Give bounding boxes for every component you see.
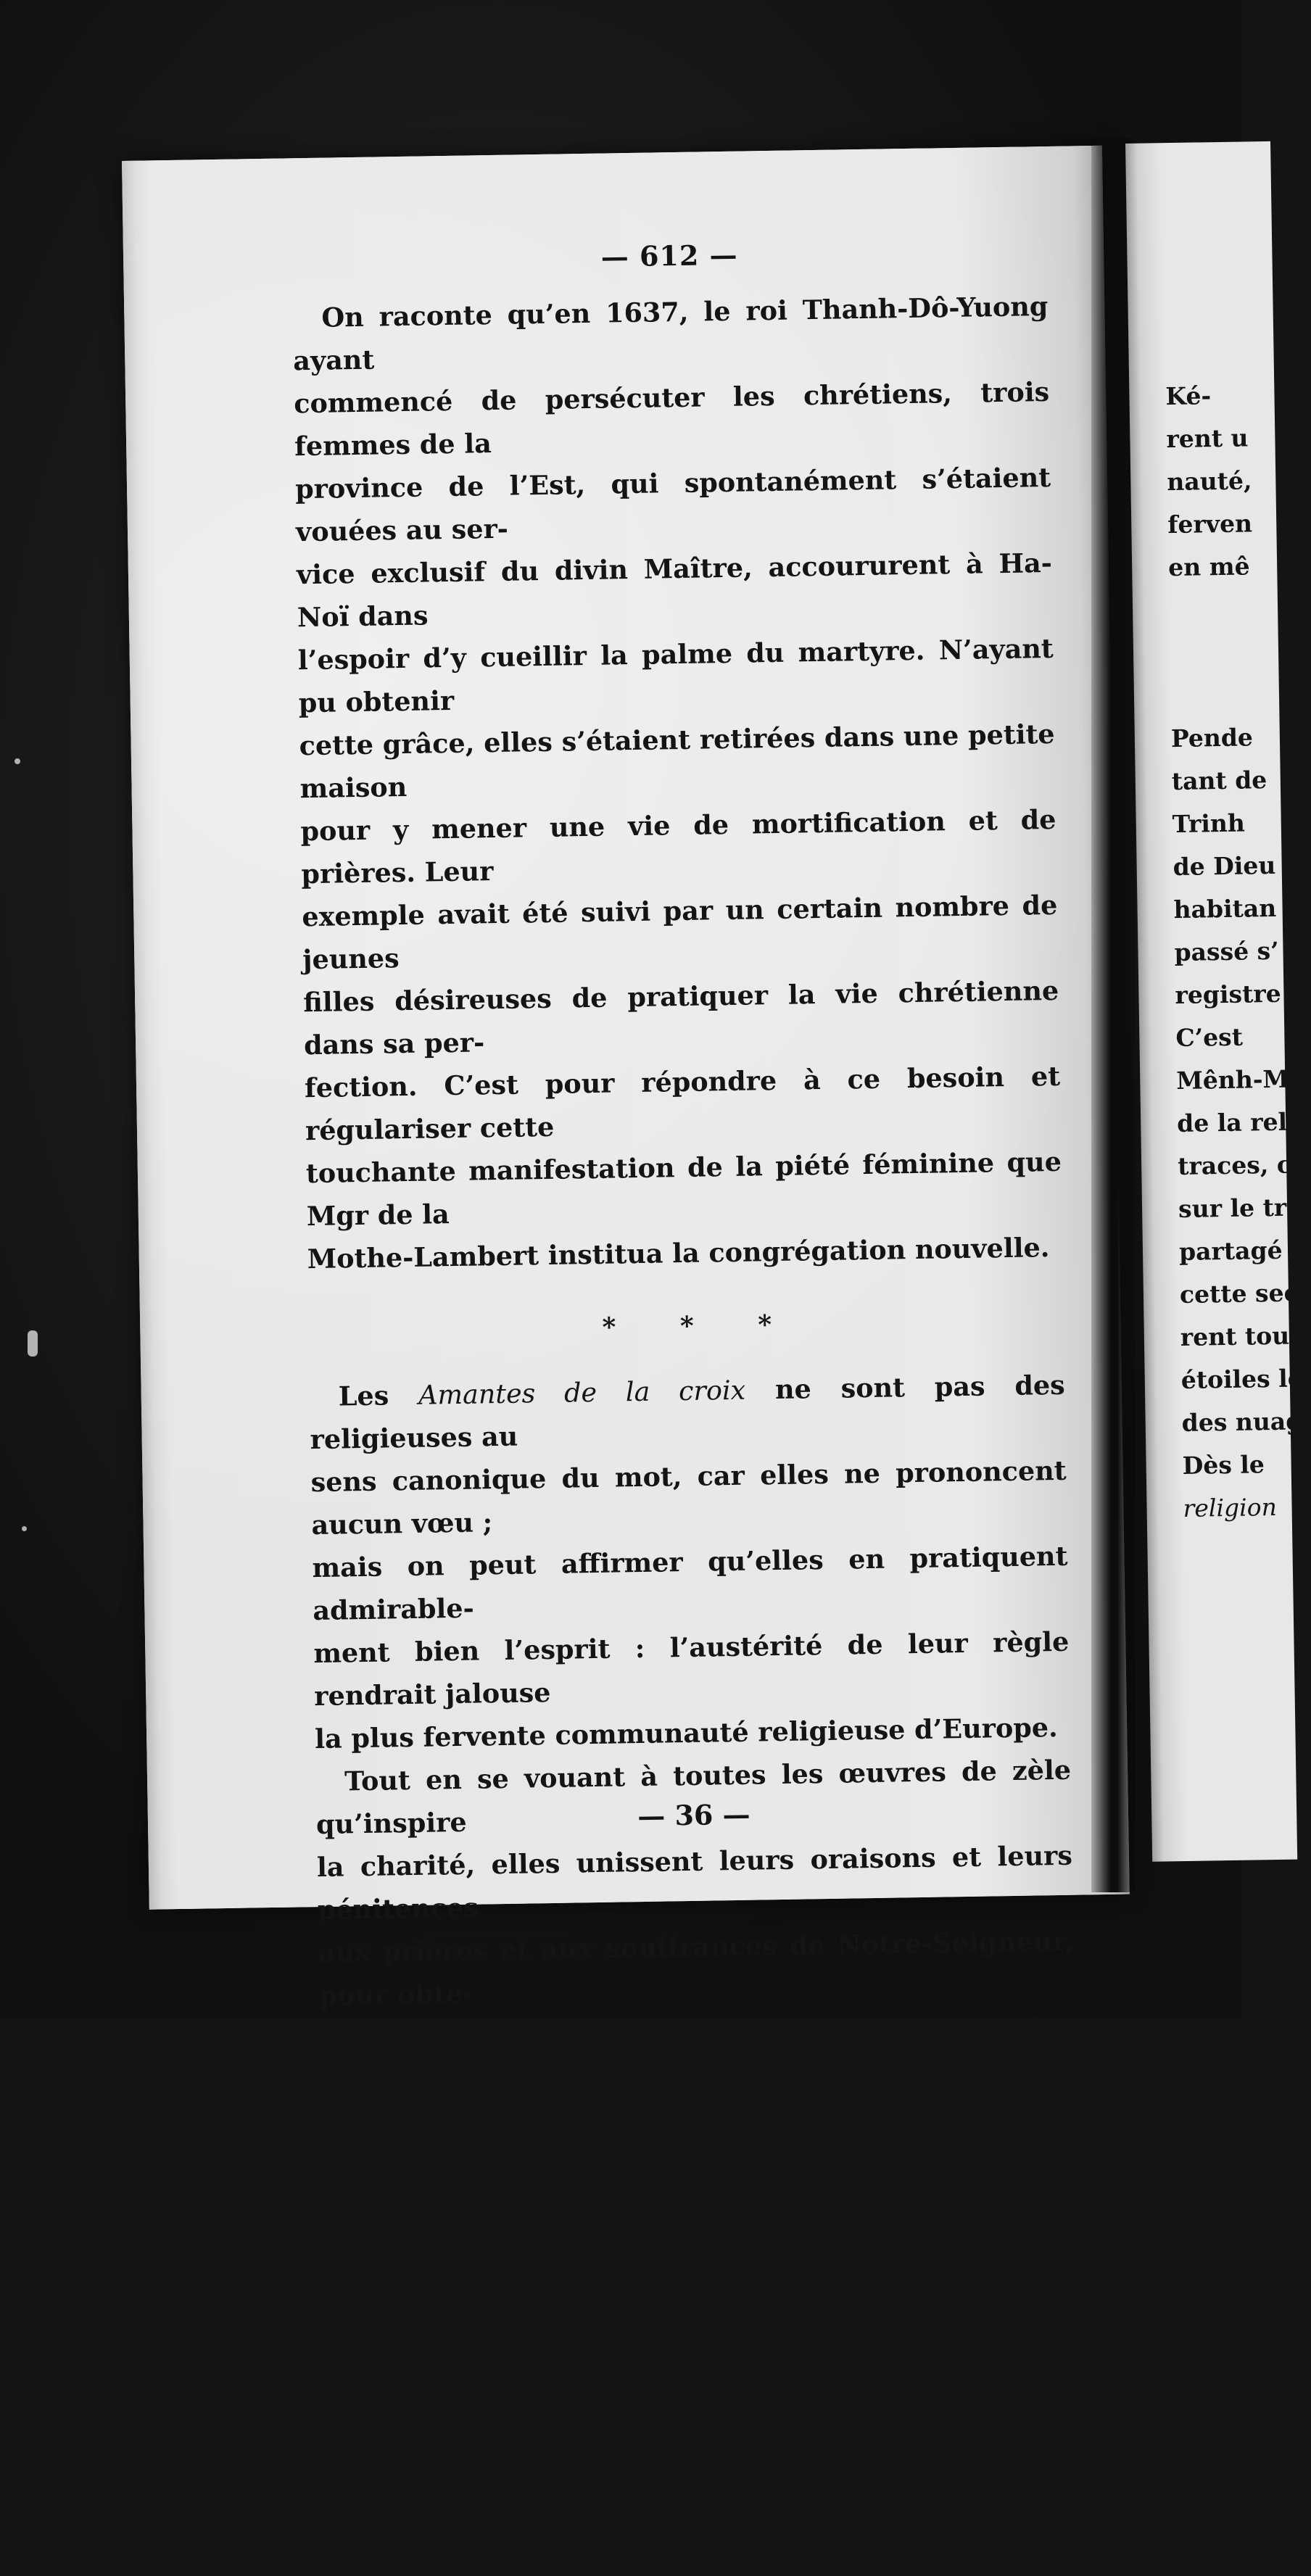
page-number-header: — 612 —	[600, 238, 738, 273]
right-page-line-fragment: traces, c	[1177, 1150, 1292, 1181]
right-page-line-fragment: Pende	[1170, 723, 1254, 753]
right-page-line-fragment: en mê	[1167, 552, 1250, 582]
paragraph-2-line: ment bien l’esprit : l’austérité de leur règle rendrait jalouse	[313, 1625, 1070, 1712]
paragraph-2	[309, 1364, 1070, 1760]
paragraph-2-line	[309, 1364, 1066, 1461]
paragraph-1-line: filles désireuses de pratiquer la vie chrétienne dans sa per-	[302, 974, 1059, 1061]
right-page-line-fragment: ferven	[1167, 509, 1253, 539]
right-page-fragment	[1125, 141, 1304, 1862]
right-page-line-fragment: habitan	[1173, 893, 1277, 924]
right-page-line-fragment: Trinh	[1172, 808, 1246, 839]
right-page-line-fragment: tant de	[1171, 766, 1267, 796]
paragraph-1-line: vice exclusif du divin Maître, accoururent à Ha-Noï dans	[296, 547, 1053, 634]
paragraph-1-line: On raconte qu’en 1637, le roi Thanh-Dô-Yuong ayant	[293, 290, 1049, 377]
right-page-line-fragment: registre	[1175, 979, 1281, 1010]
paragraph-4-line: de larmes elles ont versées ! Que de tribulations elles ont	[325, 2395, 1082, 2482]
paragraph-4-line: Ah comme elles ont bien réalisé leur sublime programme !	[323, 2224, 1079, 2311]
paragraph-2-title-italic: Amantes de la croix	[418, 1374, 746, 1411]
left-page-body	[291, 233, 1083, 2567]
paragraph-1-line: exemple avait été suivi par un certain nombre de jeunes	[302, 889, 1058, 976]
paragraph-3-line: la charité, elles unissent leurs oraisons et leurs pénitences	[316, 1839, 1073, 1926]
right-page-line-fragment: étoiles lo	[1180, 1364, 1304, 1395]
paragraph-2-line: sens canonique du mot, car elles ne prononcent aucun vœu ;	[310, 1454, 1067, 1541]
paragraph-2-lead: Les	[338, 1379, 419, 1412]
right-page-line-fragment: sur le tr	[1178, 1193, 1287, 1224]
paragraph-3-line: Tout en se vouant à toutes les œuvres de zèle qu’inspire	[315, 1754, 1072, 1841]
right-page-line-fragment	[1169, 587, 1286, 632]
paragraph-1-line: cette grâce, elles s’étaient retirées dans une petite maison	[299, 718, 1055, 805]
dust-speck	[28, 1330, 38, 1357]
right-page-line-fragment: cette sec	[1179, 1278, 1299, 1309]
paragraph-1-line: l’espoir d’y cueillir la palme du martyre. N’ayant pu obtenir	[297, 632, 1054, 719]
paragraph-2-first-line-rest: ne sont pas des religieuses au	[310, 1369, 1066, 1456]
right-page-line-fragment: rent tou	[1180, 1321, 1290, 1352]
right-page-line-fragment: Dès le	[1182, 1450, 1265, 1480]
paragraph-1-line: Mothe-Lambert institua la congrégation nouvelle.	[307, 1232, 1050, 1275]
paragraph-2-line: mais on peut affirmer qu’elles en pratiquent admirable-	[312, 1540, 1068, 1627]
right-page-line-fragment: de la rel	[1176, 1107, 1288, 1138]
paragraph-4-line: Que de supplications elles ont fait monter vers le ciel ! Que	[323, 2310, 1080, 2396]
paragraph-1-line: fection. C’est pour répondre à ce besoin et régulariser cette	[304, 1060, 1061, 1147]
right-page-text-fragments	[1165, 373, 1304, 1530]
paragraph-1-line: commencé de persécuter les chrétiens, trois femmes de la	[293, 376, 1050, 463]
right-page-line-fragment	[1170, 673, 1287, 718]
book-spine-shadow	[1091, 138, 1135, 1892]
paragraph-1	[292, 285, 1063, 1280]
right-page-line-fragment: C’est	[1175, 1022, 1244, 1053]
right-page-line-fragment: de Dieu	[1173, 850, 1276, 882]
paragraph-1-line: province de l’Est, qui spontanément s’étaient vouées au ser-	[294, 461, 1051, 548]
right-page-line-fragment: partagé	[1178, 1235, 1283, 1267]
paragraph-4-line: endurées jusque dans les prisons et sur les chemins de l’exil !	[326, 2481, 1083, 2567]
section-separator: * * *	[602, 1309, 800, 1343]
right-page-line-fragment: religion	[1183, 1492, 1278, 1523]
paragraph-3-line: rendre féconds.	[322, 2190, 555, 2226]
paragraph-3-line: missionnaires la divine rosée de la grâce qui seule peut les	[320, 2096, 1077, 2183]
dust-speck	[22, 1526, 27, 1531]
paragraph-2-line: la plus fervente communauté religieuse d’Europe.	[314, 1711, 1059, 1755]
paragraph-3-line: nir la conversion des païens et attirer sur les travaux des	[319, 2010, 1075, 2097]
paragraph-1-line: pour y mener une vie de mortification et de prières. Leur	[300, 803, 1056, 890]
right-page-line-fragment: des nuag	[1181, 1407, 1303, 1437]
right-page-line-fragment	[1170, 630, 1286, 675]
paragraph-4	[323, 2219, 1083, 2573]
paragraph-3-line: aux prières et aux souffrances de Notre-Seigneur, pour obte-	[318, 1925, 1075, 2012]
page-number-footer: — 36 —	[637, 1797, 750, 1833]
right-page-line-fragment: passé s’	[1174, 936, 1279, 967]
right-page-line-fragment: nauté,	[1167, 466, 1252, 497]
right-page-line-fragment: Ké-	[1165, 381, 1212, 411]
right-page-line-fragment: rent u	[1166, 423, 1249, 454]
right-page-line-fragment: Mênh-M	[1176, 1064, 1290, 1096]
paragraph-1-line: touchante manifestation de la piété féminine que Mgr de la	[305, 1146, 1062, 1233]
left-page	[122, 146, 1130, 2567]
dust-speck	[15, 758, 20, 764]
